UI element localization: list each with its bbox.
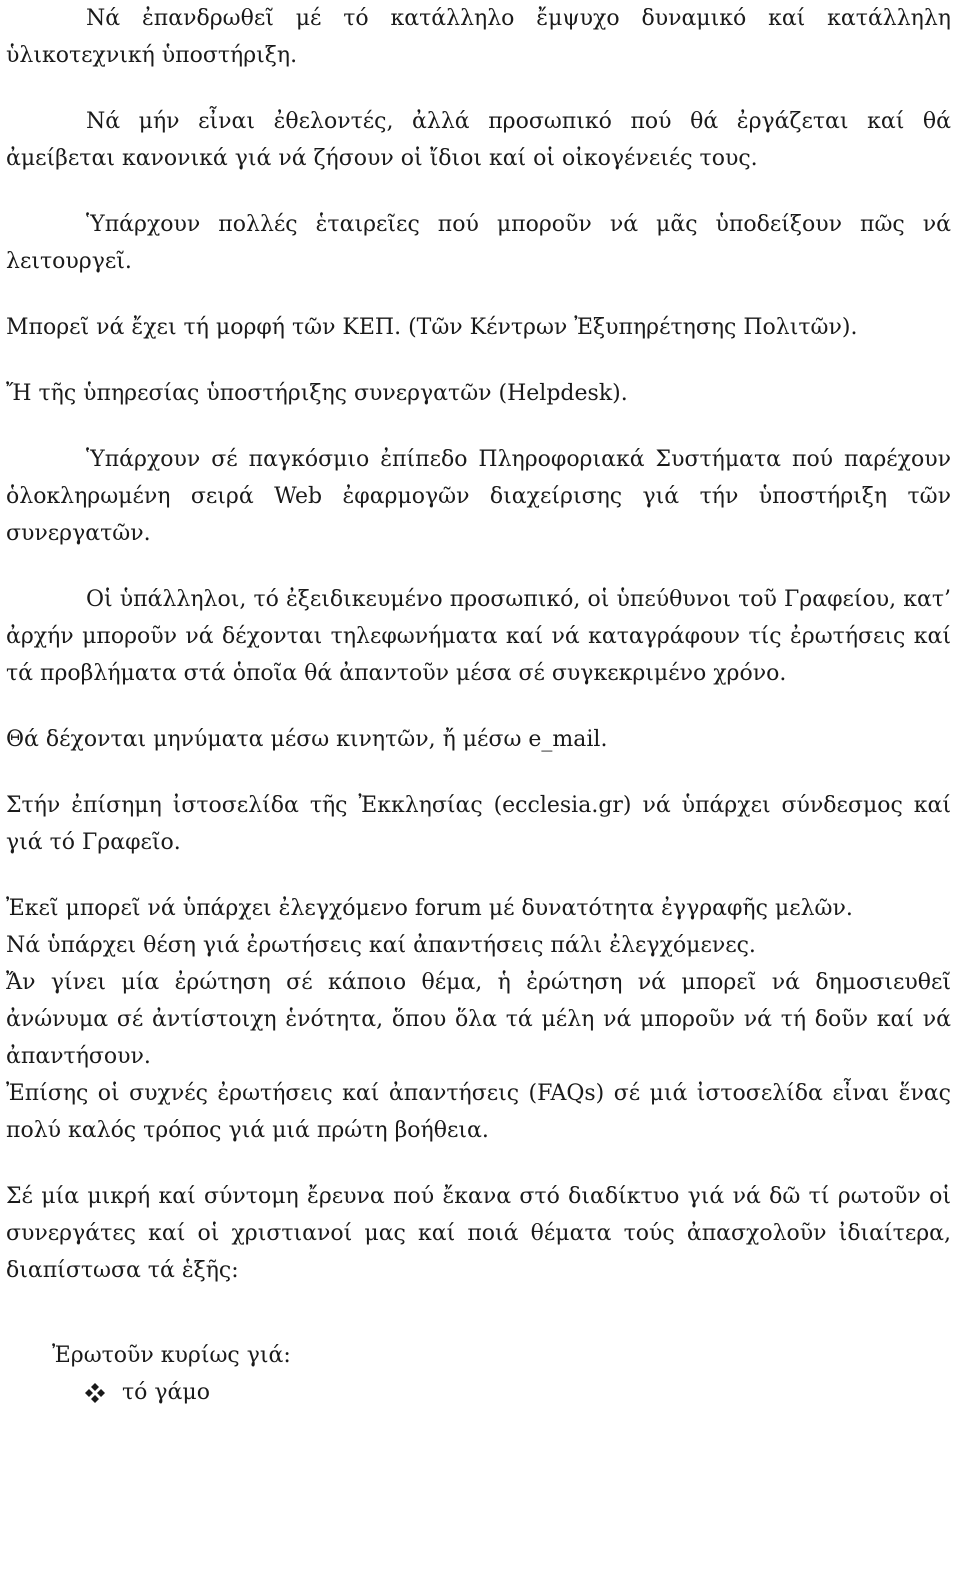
four-diamond-bullet-icon xyxy=(84,1382,106,1404)
paragraph-forum: Ἐκεῖ μπορεῖ νά ὑπάρχει ἐλεγχόμενο forum μέ δυνατότητα ἐγγραφῆς μελῶν. xyxy=(6,896,853,921)
paragraph-helpdesk: Ἤ τῆς ὑπηρεσίας ὑποστήριξης συνεργατῶν (Helpdesk). xyxy=(6,381,628,406)
paragraph-survey: Σέ μία μικρή καί σύντομη ἔρευνα πού ἔκανα στό διαδίκτυο γιά νά δῶ τί ρωτοῦν οἱ συνεργάτες καί οἱ χριστιανοί μας καί ποιά θέματα τούς ἀπασχολοῦν ἰδιαίτερα, διαπίστωσα τά ἑξῆς: xyxy=(6,1184,951,1283)
paragraph-messages: Θά δέχονται μηνύματα μέσω κινητῶν, ἤ μέσω e_mail. xyxy=(6,727,608,752)
paragraph-employees: Οἱ ὑπάλληλοι, τό ἐξειδικευμένο προσωπικό, οἱ ὑπεύθυνοι τοῦ Γραφείου, κατ’ ἀρχήν μποροῦν νά δέχονται τηλεφωνήματα καί νά καταγράφουν τίς ἐρωτήσεις καί τά προβλήματα στά ὁποῖα θά ἀπαντοῦν μέσα σέ συγκεκριμένο χρόνο. xyxy=(6,587,951,686)
paragraph-staffing: Νά ἐπανδρωθεῖ μέ τό κατάλληλο ἔμψυχο δυναμικό καί κατάλληλη ὑλικοτεχνική ὑποστήριξη. xyxy=(6,6,951,68)
paragraph-questions-answers: Νά ὑπάρχει θέση γιά ἐρωτήσεις καί ἀπαντήσεις πάλι ἐλεγχόμενες. xyxy=(6,933,756,958)
paragraph-faqs: Ἐπίσης οἱ συχνές ἐρωτήσεις καί ἀπαντήσεις (FAQs) σέ μιά ἰστοσελίδα εἶναι ἕνας πολύ καλός τρόπος γιά μιά πρώτη βοήθεια. xyxy=(6,1081,951,1143)
paragraph-paid-staff: Νά μήν εἶναι ἐθελοντές, ἀλλά προσωπικό πού θά ἐργάζεται καί θά ἀμείβεται κανονικά γιά νά ζήσουν οἱ ἴδιοι καί οἱ οἰκογένειές τους. xyxy=(6,109,951,171)
list-intro: Ἐρωτοῦν κυρίως γιά: xyxy=(52,1343,291,1368)
topic-list xyxy=(6,1374,951,1411)
list-item-label: τό γάμο xyxy=(122,1380,210,1405)
paragraph-website-link: Στήν ἐπίσημη ἰστοσελίδα τῆς Ἐκκλησίας (ecclesia.gr) νά ὑπάρχει σύνδεσμος καί γιά τό Γραφεῖο. xyxy=(6,793,951,855)
paragraph-kep: Μπορεῖ νά ἔχει τή μορφή τῶν ΚΕΠ. (Τῶν Κέντρων Ἐξυπηρέτησης Πολιτῶν). xyxy=(6,315,858,340)
paragraph-information-systems: Ὑπάρχουν σέ παγκόσμιο ἐπίπεδο Πληροφοριακά Συστήματα πού παρέχουν ὁλοκληρωμένη σειρά Web ἐφαρμογῶν διαχείρισης γιά τήν ὑποστήριξη τῶν συνεργατῶν. xyxy=(6,447,951,546)
paragraph-anonymous-question: Ἄν γίνει μία ἐρώτηση σέ κάποιο θέμα, ἡ ἐρώτηση νά μπορεῖ νά δημοσιευθεῖ ἀνώνυμα σέ ἀντίστοιχη ἑνότητα, ὅπου ὅλα τά μέλη νά μποροῦν νά τή δοῦν καί νά ἀπαντήσουν. xyxy=(6,970,951,1069)
list-item xyxy=(84,1374,951,1411)
document-page xyxy=(6,0,951,1411)
paragraph-companies: Ὑπάρχουν πολλές ἑταιρεῖες πού μποροῦν νά μᾶς ὑποδείξουν πῶς νά λειτουργεῖ. xyxy=(6,212,951,274)
